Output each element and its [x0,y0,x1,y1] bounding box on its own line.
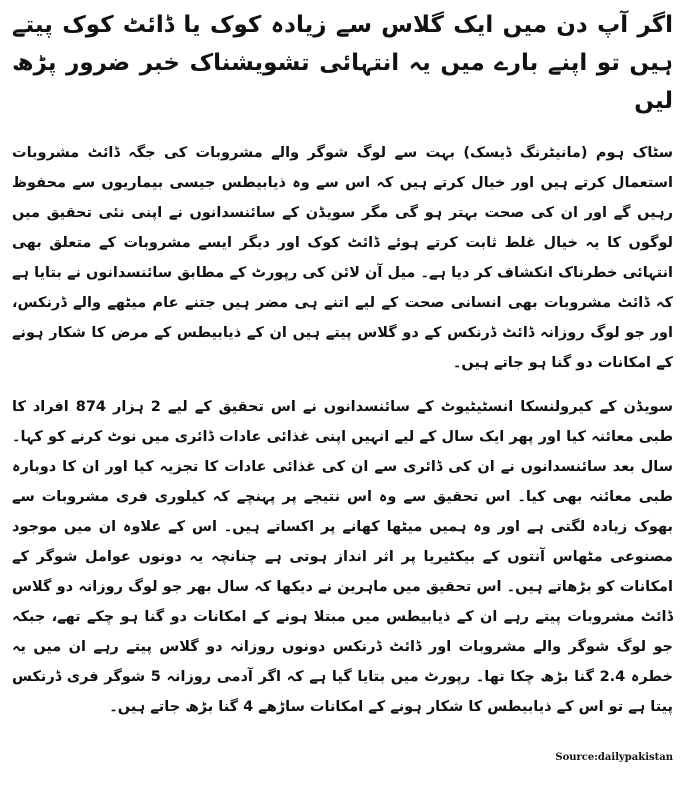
source-credit: Source:dailypakistan [555,752,673,763]
article-headline: اگر آپ دن میں ایک گلاس سے زیادہ کوک یا ڈائٹ کوک پیتے ہیں تو اپنے بارے میں یہ انتہائی تشویشناک خبر ضرور پڑھ لیں [12,12,673,114]
article-paragraph-study: سویڈن کے کیرولنسکا انسٹیٹیوٹ کے سائنسدانوں نے اس تحقیق کے لیے 2 ہزار 874 افراد کا طبی معائنہ کیا اور پھر ایک سال کے لیے انہیں اپنی غذائی عادات ڈائری میں نوٹ کرنے کو کہا۔ سال بعد سائنسدانوں نے ان کی ڈائری سے ان کی غذائی عادات کا تجزیہ کیا اور ان کا دوبارہ طبی معائنہ بھی کیا۔ اس تحقیق سے وہ اس نتیجے پر پہنچے کہ کیلوری فری مشروبات سے بھوک زیادہ لگتی ہے اور وہ ہمیں میٹھا کھانے پر اکساتے ہیں۔ اس کے علاوہ ان میں موجود مصنوعی مٹھاس آنتوں کے بیکٹیریا پر اثر انداز ہوتی ہے چنانچہ یہ دونوں عوامل شوگر کے امکانات کو بڑھاتے ہیں۔ اس تحقیق میں ماہرین نے دیکھا کہ سال بھر جو لوگ روزانہ دو گلاس ڈائٹ مشروبات پیتے رہے ان کے ذیابیطس میں مبتلا ہونے کے امکانات دو گنا ہو چکے تھے، جبکہ جو لوگ شوگر والے مشروبات اور ڈائٹ ڈرنکس دونوں روزانہ دو گلاس پیتے رہے ان میں یہ خطرہ 2.4 گنا بڑھ چکا تھا۔ رپورٹ میں بتایا گیا ہے کہ اگر آدمی روزانہ 5 شوگر فری ڈرنکس پیتا ہے تو اس کے ذیابیطس کا شکار ہونے کے امکانات ساڑھے 4 گنا بڑھ جاتے ہیں۔ [12,399,674,715]
article-paragraph-intro: سٹاک ہوم (مانیٹرنگ ڈیسک) بہت سے لوگ شوگر والے مشروبات کی جگہ ڈائٹ مشروبات استعمال کرتے ہیں اور خیال کرتے ہیں کہ اس سے وہ ذیابیطس جیسی بیماریوں سے محفوظ رہیں گے اور ان کی صحت بہتر ہو گی مگر سویڈن کے سائنسدانوں نے اپنی نئی تحقیق میں لوگوں کا یہ خیال غلط ثابت کرتے ہوئے ڈائٹ کوک اور دیگر ایسے مشروبات کے متعلق بھی انتہائی خطرناک انکشاف کر دیا ہے۔ میل آن لائن کی رپورٹ کے مطابق سائنسدانوں نے بتایا ہے کہ ڈائٹ مشروبات بھی انسانی صحت کے لیے اتنے ہی مضر ہیں جتنے عام میٹھے والے ڈرنکس، اور جو لوگ روزانہ ڈائٹ ڈرنکس کے دو گلاس پیتے ہیں ان کے ذیابیطس کے مرض کا شکار ہونے کے امکانات دو گنا ہو جاتے ہیں۔ [12,145,674,371]
